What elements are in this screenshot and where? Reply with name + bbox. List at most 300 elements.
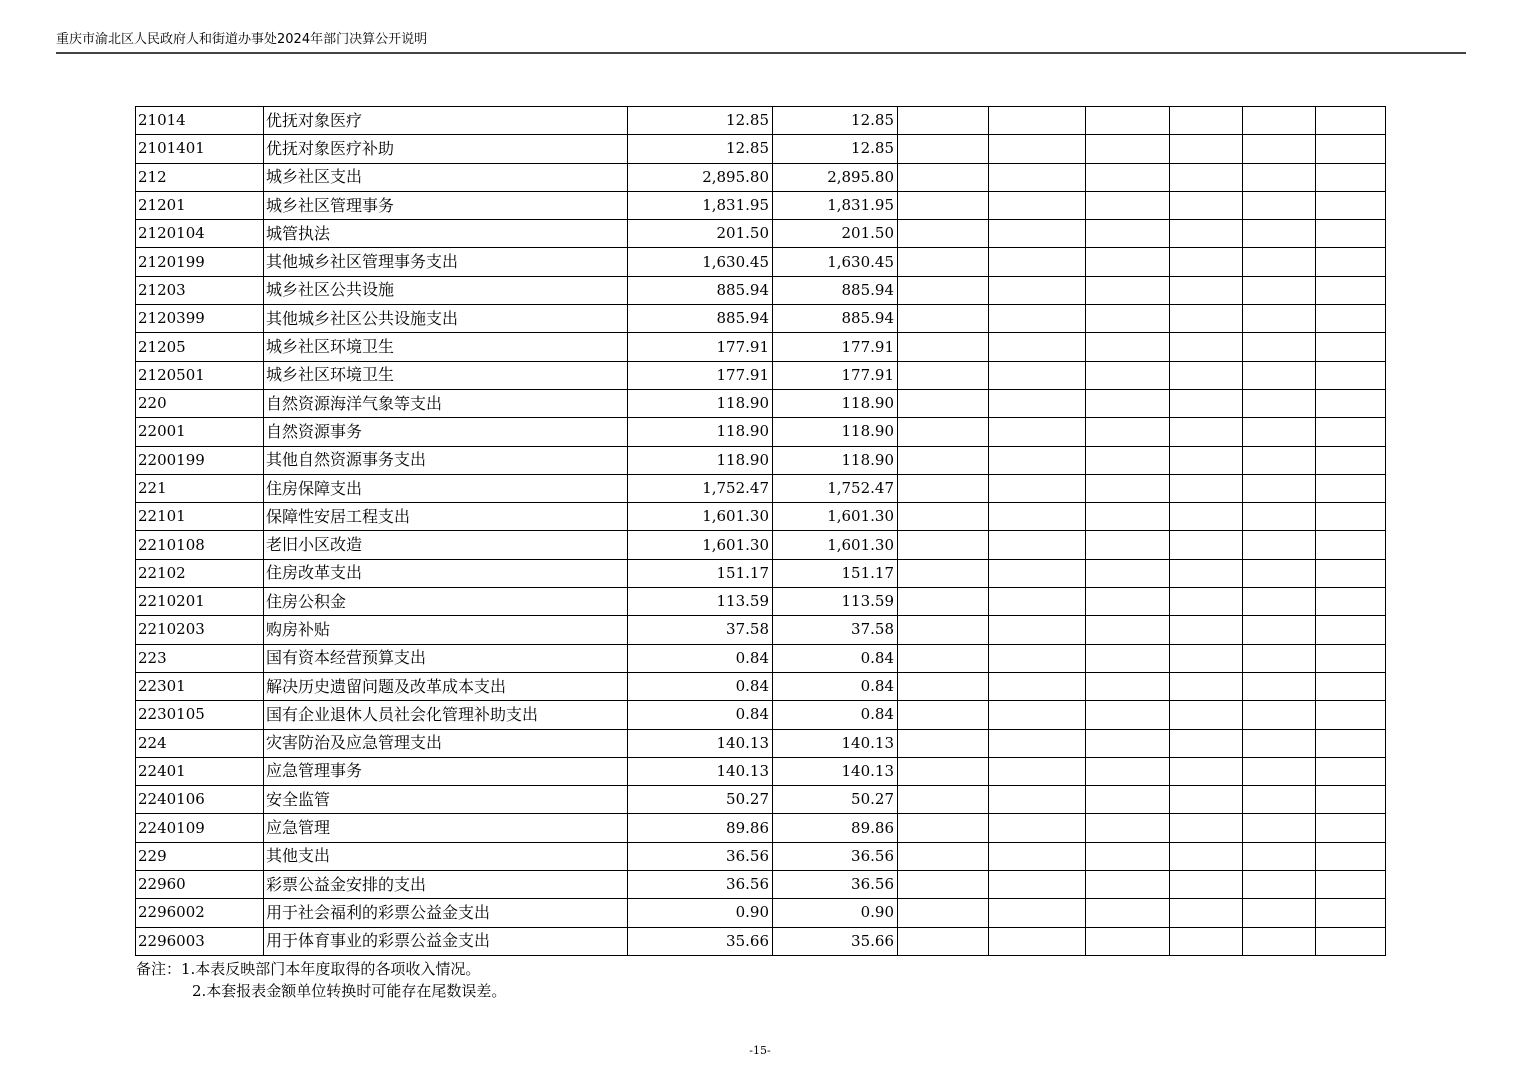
amount-cell: 36.56 — [628, 842, 773, 870]
amount-cell: 0.84 — [628, 701, 773, 729]
empty-cell — [898, 588, 989, 616]
empty-cell — [1170, 842, 1243, 870]
empty-cell — [1243, 531, 1316, 559]
name-cell: 其他城乡社区管理事务支出 — [264, 248, 628, 276]
table-row — [136, 814, 1386, 842]
amount-cell: 151.17 — [628, 559, 773, 587]
empty-cell — [1243, 786, 1316, 814]
empty-cell — [1316, 871, 1386, 899]
table-row — [136, 644, 1386, 672]
table-row — [136, 446, 1386, 474]
table-row — [136, 361, 1386, 389]
amount-cell: 1,752.47 — [628, 474, 773, 502]
empty-cell — [1170, 418, 1243, 446]
notes — [136, 958, 506, 1002]
empty-cell — [1243, 107, 1316, 135]
empty-cell — [1316, 220, 1386, 248]
empty-cell — [1243, 701, 1316, 729]
empty-cell — [898, 531, 989, 559]
amount-cell: 36.56 — [773, 842, 898, 870]
empty-cell — [1243, 672, 1316, 700]
empty-cell — [1243, 248, 1316, 276]
name-cell: 自然资源事务 — [264, 418, 628, 446]
empty-cell — [1316, 531, 1386, 559]
empty-cell — [1243, 333, 1316, 361]
empty-cell — [1316, 786, 1386, 814]
empty-cell — [1243, 559, 1316, 587]
amount-cell: 89.86 — [628, 814, 773, 842]
empty-cell — [989, 135, 1086, 163]
table-row — [136, 842, 1386, 870]
empty-cell — [1086, 588, 1170, 616]
empty-cell — [1243, 191, 1316, 219]
table-row — [136, 191, 1386, 219]
code-cell: 22301 — [136, 672, 264, 700]
name-cell: 国有企业退休人员社会化管理补助支出 — [264, 701, 628, 729]
empty-cell — [1086, 333, 1170, 361]
name-cell: 优抚对象医疗 — [264, 107, 628, 135]
empty-cell — [898, 842, 989, 870]
note-line-1: 备注：1.本表反映部门本年度取得的各项收入情况。 — [136, 960, 481, 978]
empty-cell — [1170, 333, 1243, 361]
empty-cell — [1170, 276, 1243, 304]
empty-cell — [1316, 616, 1386, 644]
empty-cell — [1316, 276, 1386, 304]
empty-cell — [989, 786, 1086, 814]
name-cell: 城乡社区管理事务 — [264, 191, 628, 219]
amount-cell: 50.27 — [773, 786, 898, 814]
amount-cell: 885.94 — [628, 276, 773, 304]
empty-cell — [1170, 871, 1243, 899]
code-cell: 21205 — [136, 333, 264, 361]
amount-cell: 118.90 — [628, 389, 773, 417]
empty-cell — [989, 927, 1086, 955]
empty-cell — [989, 559, 1086, 587]
amount-cell: 37.58 — [773, 616, 898, 644]
empty-cell — [1243, 503, 1316, 531]
empty-cell — [989, 842, 1086, 870]
empty-cell — [1243, 814, 1316, 842]
empty-cell — [1170, 588, 1243, 616]
empty-cell — [989, 729, 1086, 757]
name-cell: 城乡社区支出 — [264, 163, 628, 191]
amount-cell: 35.66 — [628, 927, 773, 955]
code-cell: 2240109 — [136, 814, 264, 842]
empty-cell — [989, 446, 1086, 474]
name-cell: 老旧小区改造 — [264, 531, 628, 559]
empty-cell — [1316, 672, 1386, 700]
empty-cell — [1243, 871, 1316, 899]
empty-cell — [1243, 389, 1316, 417]
empty-cell — [989, 107, 1086, 135]
amount-cell: 1,831.95 — [773, 191, 898, 219]
note-line-2: 2.本套报表金额单位转换时可能存在尾数误差。 — [192, 982, 507, 1000]
name-cell: 灾害防治及应急管理支出 — [264, 729, 628, 757]
empty-cell — [1086, 814, 1170, 842]
amount-cell: 140.13 — [773, 729, 898, 757]
empty-cell — [898, 418, 989, 446]
amount-cell: 36.56 — [773, 871, 898, 899]
code-cell: 2120104 — [136, 220, 264, 248]
empty-cell — [1170, 305, 1243, 333]
empty-cell — [1243, 927, 1316, 955]
amount-cell: 1,831.95 — [628, 191, 773, 219]
empty-cell — [1170, 531, 1243, 559]
empty-cell — [1170, 616, 1243, 644]
empty-cell — [1086, 361, 1170, 389]
amount-cell: 12.85 — [773, 135, 898, 163]
code-cell: 22960 — [136, 871, 264, 899]
amount-cell: 140.13 — [773, 757, 898, 785]
amount-cell: 113.59 — [773, 588, 898, 616]
table-row — [136, 107, 1386, 135]
empty-cell — [1086, 616, 1170, 644]
empty-cell — [1316, 729, 1386, 757]
empty-cell — [1243, 163, 1316, 191]
empty-cell — [1316, 389, 1386, 417]
name-cell: 城乡社区公共设施 — [264, 276, 628, 304]
amount-cell: 885.94 — [628, 305, 773, 333]
empty-cell — [1170, 107, 1243, 135]
empty-cell — [1243, 729, 1316, 757]
amount-cell: 151.17 — [773, 559, 898, 587]
table-row — [136, 389, 1386, 417]
code-cell: 229 — [136, 842, 264, 870]
empty-cell — [1243, 446, 1316, 474]
empty-cell — [989, 588, 1086, 616]
table-row — [136, 871, 1386, 899]
empty-cell — [1243, 135, 1316, 163]
table-row — [136, 220, 1386, 248]
empty-cell — [1243, 588, 1316, 616]
empty-cell — [1243, 276, 1316, 304]
empty-cell — [1170, 672, 1243, 700]
empty-cell — [1086, 531, 1170, 559]
empty-cell — [1316, 361, 1386, 389]
amount-cell: 0.90 — [773, 899, 898, 927]
code-cell: 2120199 — [136, 248, 264, 276]
empty-cell — [1086, 729, 1170, 757]
empty-cell — [898, 757, 989, 785]
amount-cell: 1,630.45 — [773, 248, 898, 276]
amount-cell: 12.85 — [628, 135, 773, 163]
empty-cell — [1086, 672, 1170, 700]
code-cell: 2296002 — [136, 899, 264, 927]
empty-cell — [1316, 899, 1386, 927]
empty-cell — [1170, 927, 1243, 955]
empty-cell — [1316, 644, 1386, 672]
empty-cell — [1316, 135, 1386, 163]
empty-cell — [1170, 446, 1243, 474]
empty-cell — [1170, 786, 1243, 814]
amount-cell: 1,630.45 — [628, 248, 773, 276]
amount-cell: 2,895.80 — [773, 163, 898, 191]
empty-cell — [1170, 248, 1243, 276]
empty-cell — [1086, 786, 1170, 814]
table-row — [136, 588, 1386, 616]
empty-cell — [1086, 389, 1170, 417]
name-cell: 安全监管 — [264, 786, 628, 814]
amount-cell: 36.56 — [628, 871, 773, 899]
empty-cell — [1243, 474, 1316, 502]
table-row — [136, 899, 1386, 927]
amount-cell: 1,601.30 — [773, 531, 898, 559]
table-row — [136, 418, 1386, 446]
amount-cell: 177.91 — [773, 361, 898, 389]
empty-cell — [1086, 757, 1170, 785]
amount-cell: 118.90 — [628, 446, 773, 474]
empty-cell — [1170, 361, 1243, 389]
empty-cell — [898, 644, 989, 672]
empty-cell — [1086, 135, 1170, 163]
empty-cell — [1316, 248, 1386, 276]
amount-cell: 0.90 — [628, 899, 773, 927]
table-row — [136, 135, 1386, 163]
table-row — [136, 616, 1386, 644]
name-cell: 住房改革支出 — [264, 559, 628, 587]
code-cell: 2296003 — [136, 927, 264, 955]
code-cell: 2210203 — [136, 616, 264, 644]
empty-cell — [898, 361, 989, 389]
empty-cell — [898, 305, 989, 333]
code-cell: 21014 — [136, 107, 264, 135]
amount-cell: 50.27 — [628, 786, 773, 814]
empty-cell — [989, 361, 1086, 389]
empty-cell — [1316, 191, 1386, 219]
amount-cell: 177.91 — [628, 333, 773, 361]
empty-cell — [1243, 757, 1316, 785]
empty-cell — [1316, 503, 1386, 531]
empty-cell — [989, 814, 1086, 842]
name-cell: 自然资源海洋气象等支出 — [264, 389, 628, 417]
empty-cell — [1170, 701, 1243, 729]
amount-cell: 0.84 — [773, 644, 898, 672]
table-row — [136, 672, 1386, 700]
empty-cell — [898, 248, 989, 276]
amount-cell: 2,895.80 — [628, 163, 773, 191]
empty-cell — [1086, 418, 1170, 446]
table-row — [136, 163, 1386, 191]
empty-cell — [898, 276, 989, 304]
empty-cell — [898, 927, 989, 955]
code-cell: 2240106 — [136, 786, 264, 814]
empty-cell — [1316, 757, 1386, 785]
empty-cell — [898, 701, 989, 729]
document-header-title: 重庆市渝北区人民政府人和街道办事处2024年部门决算公开说明 — [56, 32, 428, 47]
page-number: -15- — [749, 1044, 771, 1057]
empty-cell — [898, 389, 989, 417]
empty-cell — [1086, 107, 1170, 135]
empty-cell — [989, 474, 1086, 502]
empty-cell — [989, 276, 1086, 304]
empty-cell — [898, 474, 989, 502]
empty-cell — [1316, 842, 1386, 870]
amount-cell: 12.85 — [628, 107, 773, 135]
empty-cell — [989, 757, 1086, 785]
table-row — [136, 559, 1386, 587]
code-cell: 2120399 — [136, 305, 264, 333]
empty-cell — [898, 616, 989, 644]
amount-cell: 118.90 — [773, 446, 898, 474]
amount-cell: 12.85 — [773, 107, 898, 135]
empty-cell — [1170, 220, 1243, 248]
empty-cell — [989, 672, 1086, 700]
name-cell: 用于社会福利的彩票公益金支出 — [264, 899, 628, 927]
empty-cell — [898, 107, 989, 135]
budget-table-body — [136, 107, 1386, 956]
name-cell: 优抚对象医疗补助 — [264, 135, 628, 163]
empty-cell — [898, 672, 989, 700]
name-cell: 保障性安居工程支出 — [264, 503, 628, 531]
empty-cell — [989, 418, 1086, 446]
code-cell: 22001 — [136, 418, 264, 446]
empty-cell — [898, 446, 989, 474]
empty-cell — [1170, 757, 1243, 785]
amount-cell: 885.94 — [773, 276, 898, 304]
empty-cell — [1316, 305, 1386, 333]
amount-cell: 885.94 — [773, 305, 898, 333]
table-row — [136, 757, 1386, 785]
amount-cell: 89.86 — [773, 814, 898, 842]
empty-cell — [989, 616, 1086, 644]
amount-cell: 201.50 — [628, 220, 773, 248]
empty-cell — [1316, 107, 1386, 135]
empty-cell — [1086, 842, 1170, 870]
empty-cell — [1170, 191, 1243, 219]
empty-cell — [1086, 305, 1170, 333]
name-cell: 其他自然资源事务支出 — [264, 446, 628, 474]
empty-cell — [1086, 701, 1170, 729]
empty-cell — [989, 191, 1086, 219]
amount-cell: 0.84 — [773, 672, 898, 700]
empty-cell — [1316, 701, 1386, 729]
table-row — [136, 927, 1386, 955]
empty-cell — [1243, 616, 1316, 644]
empty-cell — [989, 899, 1086, 927]
empty-cell — [989, 503, 1086, 531]
table-row — [136, 786, 1386, 814]
empty-cell — [989, 220, 1086, 248]
empty-cell — [1170, 559, 1243, 587]
empty-cell — [1086, 220, 1170, 248]
empty-cell — [1086, 927, 1170, 955]
empty-cell — [1243, 220, 1316, 248]
empty-cell — [1170, 729, 1243, 757]
empty-cell — [1243, 305, 1316, 333]
name-cell: 城管执法 — [264, 220, 628, 248]
amount-cell: 177.91 — [628, 361, 773, 389]
table-row — [136, 503, 1386, 531]
code-cell: 22101 — [136, 503, 264, 531]
empty-cell — [989, 871, 1086, 899]
code-cell: 2101401 — [136, 135, 264, 163]
empty-cell — [1316, 418, 1386, 446]
amount-cell: 118.90 — [628, 418, 773, 446]
code-cell: 2230105 — [136, 701, 264, 729]
code-cell: 21203 — [136, 276, 264, 304]
empty-cell — [989, 531, 1086, 559]
name-cell: 应急管理 — [264, 814, 628, 842]
empty-cell — [898, 163, 989, 191]
amount-cell: 140.13 — [628, 757, 773, 785]
amount-cell: 118.90 — [773, 389, 898, 417]
empty-cell — [1243, 899, 1316, 927]
empty-cell — [989, 644, 1086, 672]
empty-cell — [1086, 871, 1170, 899]
empty-cell — [898, 503, 989, 531]
empty-cell — [1170, 474, 1243, 502]
name-cell: 购房补贴 — [264, 616, 628, 644]
table-row — [136, 531, 1386, 559]
empty-cell — [898, 559, 989, 587]
empty-cell — [1170, 644, 1243, 672]
empty-cell — [1170, 163, 1243, 191]
empty-cell — [1086, 474, 1170, 502]
empty-cell — [1243, 644, 1316, 672]
empty-cell — [1316, 588, 1386, 616]
empty-cell — [989, 333, 1086, 361]
amount-cell: 1,601.30 — [628, 503, 773, 531]
empty-cell — [1316, 333, 1386, 361]
empty-cell — [1243, 842, 1316, 870]
empty-cell — [1086, 899, 1170, 927]
empty-cell — [898, 899, 989, 927]
empty-cell — [1316, 814, 1386, 842]
name-cell: 城乡社区环境卫生 — [264, 333, 628, 361]
empty-cell — [1170, 135, 1243, 163]
header-divider — [56, 52, 1466, 54]
table-row — [136, 276, 1386, 304]
name-cell: 解决历史遗留问题及改革成本支出 — [264, 672, 628, 700]
empty-cell — [989, 248, 1086, 276]
name-cell: 应急管理事务 — [264, 757, 628, 785]
amount-cell: 37.58 — [628, 616, 773, 644]
empty-cell — [1170, 899, 1243, 927]
code-cell: 2210201 — [136, 588, 264, 616]
amount-cell: 0.84 — [773, 701, 898, 729]
empty-cell — [1086, 191, 1170, 219]
empty-cell — [1170, 503, 1243, 531]
empty-cell — [898, 786, 989, 814]
empty-cell — [1086, 276, 1170, 304]
name-cell: 住房保障支出 — [264, 474, 628, 502]
table-row — [136, 701, 1386, 729]
code-cell: 224 — [136, 729, 264, 757]
empty-cell — [898, 191, 989, 219]
code-cell: 212 — [136, 163, 264, 191]
empty-cell — [1316, 927, 1386, 955]
name-cell: 用于体育事业的彩票公益金支出 — [264, 927, 628, 955]
code-cell: 220 — [136, 389, 264, 417]
name-cell: 住房公积金 — [264, 588, 628, 616]
amount-cell: 177.91 — [773, 333, 898, 361]
amount-cell: 201.50 — [773, 220, 898, 248]
code-cell: 221 — [136, 474, 264, 502]
amount-cell: 113.59 — [628, 588, 773, 616]
table-row — [136, 729, 1386, 757]
empty-cell — [1086, 644, 1170, 672]
empty-cell — [898, 729, 989, 757]
amount-cell: 1,752.47 — [773, 474, 898, 502]
empty-cell — [1243, 418, 1316, 446]
empty-cell — [1086, 248, 1170, 276]
empty-cell — [898, 814, 989, 842]
empty-cell — [1316, 474, 1386, 502]
name-cell: 其他支出 — [264, 842, 628, 870]
name-cell: 城乡社区环境卫生 — [264, 361, 628, 389]
empty-cell — [989, 305, 1086, 333]
amount-cell: 1,601.30 — [628, 531, 773, 559]
